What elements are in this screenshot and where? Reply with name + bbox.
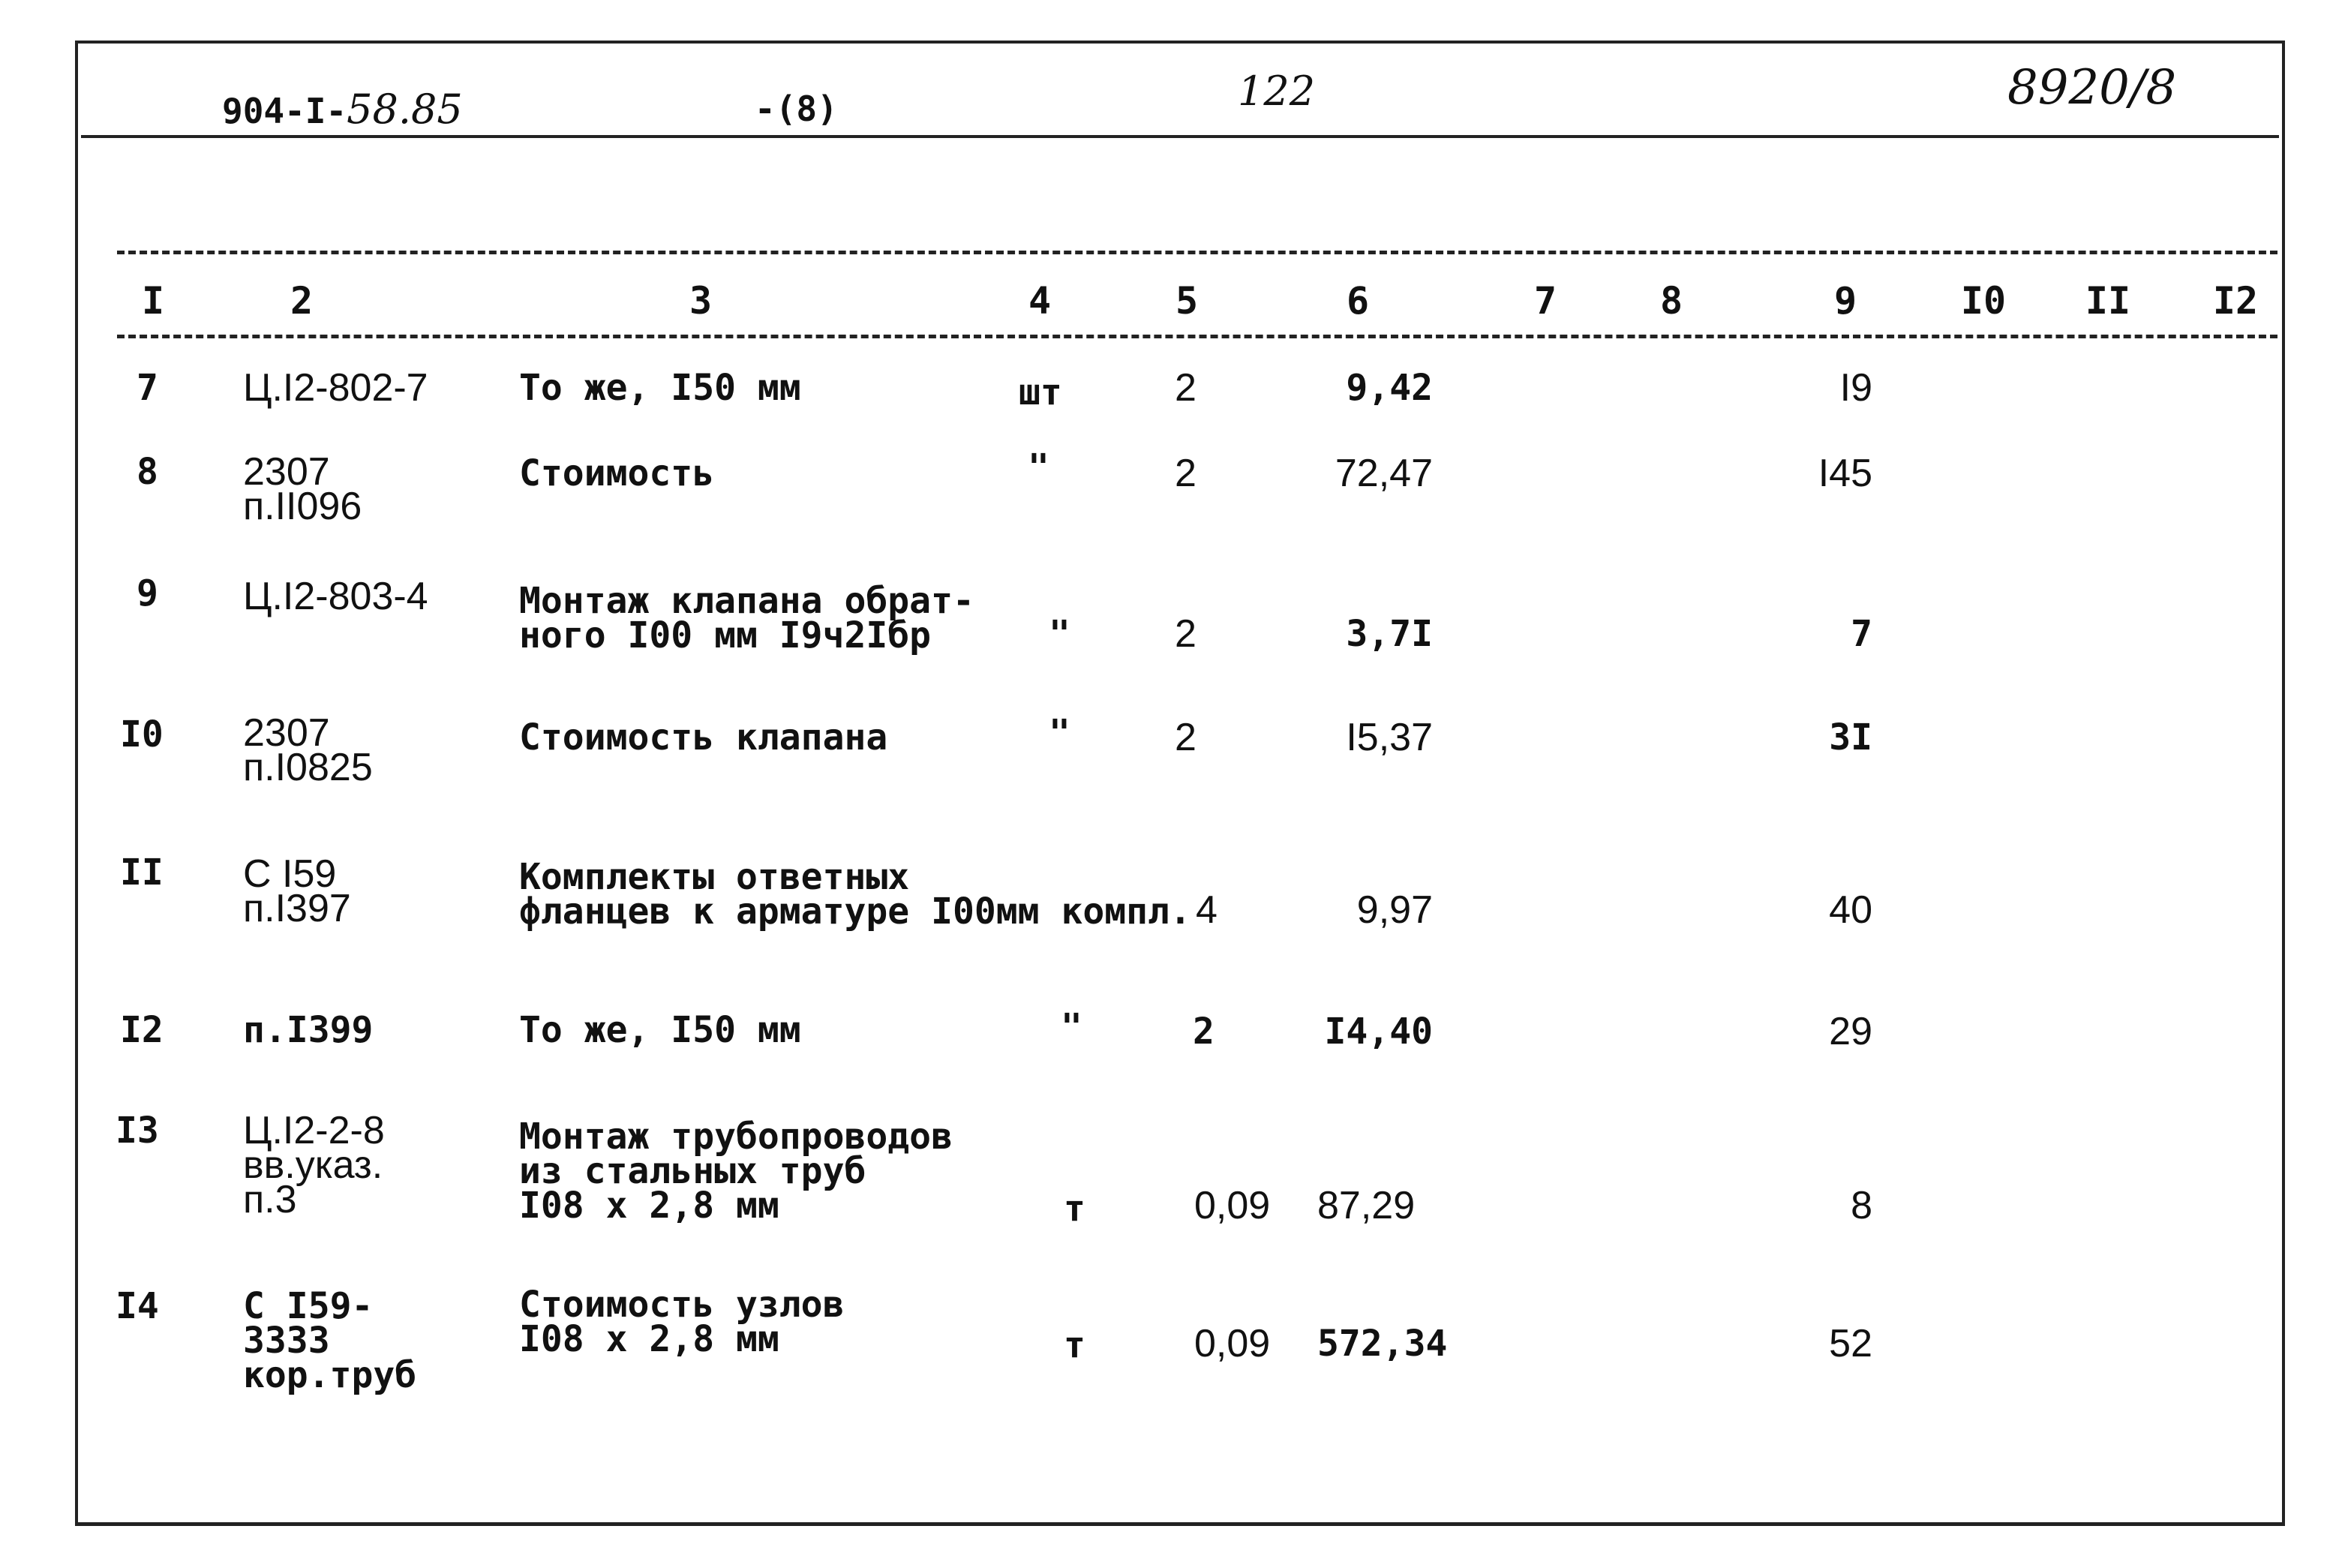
unit-price-cell: 9,42 <box>1346 367 1433 409</box>
unit-cell: " <box>1028 446 1049 488</box>
description-cell: Стоимость клапана <box>519 716 888 758</box>
quantity-cell: 0,09 <box>1194 1322 1271 1365</box>
unit-cell: " <box>1061 1006 1082 1048</box>
row-number: I2 <box>120 1009 164 1051</box>
quantity-cell: 2 <box>1175 452 1197 495</box>
column-header: I0 <box>1960 279 2007 323</box>
total-cell: 40 <box>1829 888 1872 932</box>
header-rule <box>81 135 2279 138</box>
code-cell: Ц.I2-2-8 вв.указ. п.3 <box>243 1109 385 1221</box>
unit-cell: шт <box>1019 371 1062 413</box>
sheet-number: 8920/8 <box>2007 60 2177 116</box>
column-header: I <box>141 279 165 323</box>
column-header: 2 <box>290 279 314 323</box>
doc-code-handwritten: 58.85 <box>347 86 463 133</box>
code-cell: С I59 п.I397 <box>243 852 351 930</box>
row-number: II <box>120 852 164 894</box>
unit-cell: " <box>1049 613 1070 655</box>
column-header: 5 <box>1175 279 1199 323</box>
page-number: 122 <box>1238 68 1316 115</box>
column-header: 3 <box>689 279 713 323</box>
unit-price-cell: I5,37 <box>1346 716 1433 759</box>
table-header-rule <box>117 335 2277 338</box>
quantity-cell: 2 <box>1193 1011 1215 1053</box>
row-number: 8 <box>137 451 158 493</box>
column-header: 9 <box>1833 279 1857 323</box>
description-cell: Монтаж клапана обрат- ного I00 мм I9ч2Iбр <box>519 580 974 656</box>
description-cell: Стоимость <box>519 452 715 494</box>
doc-code-printed: 904-I- <box>222 91 347 131</box>
description-cell: Стоимость узлов I08 х 2,8 мм <box>519 1284 845 1360</box>
quantity-cell: 2 <box>1175 612 1197 656</box>
code-cell: 2307 п.I0825 <box>243 711 373 789</box>
description-cell: То же, I50 мм <box>519 367 801 409</box>
section-number: -(8) <box>755 89 838 129</box>
column-header: II <box>2085 279 2131 323</box>
column-header: I2 <box>2212 279 2259 323</box>
total-cell: 3I <box>1829 716 1872 758</box>
unit-price-cell: 9,97 <box>1356 888 1433 932</box>
quantity-cell: 2 <box>1175 716 1197 759</box>
unit-cell: т <box>1064 1188 1085 1230</box>
description-cell: То же, I50 мм <box>519 1009 801 1051</box>
column-header: 4 <box>1028 279 1052 323</box>
column-header: 7 <box>1533 279 1557 323</box>
quantity-cell: 4 <box>1196 888 1218 932</box>
doc-code <box>222 86 463 133</box>
row-number: I0 <box>120 713 164 755</box>
row-number: 9 <box>137 572 158 614</box>
table-top-rule <box>117 251 2277 254</box>
code-cell: 2307 п.II096 <box>243 450 362 528</box>
unit-price-cell: 572,34 <box>1317 1323 1448 1365</box>
unit-price-cell: I4,40 <box>1324 1011 1433 1053</box>
description-cell: Монтаж трубопроводов из стальных труб I08 х 2,8 мм <box>519 1116 953 1227</box>
total-cell: I45 <box>1818 452 1872 495</box>
code-cell: С I59- 3333 кор.труб <box>243 1285 417 1396</box>
row-number: 7 <box>137 367 158 409</box>
quantity-cell: 0,09 <box>1194 1184 1271 1227</box>
row-number: I3 <box>116 1110 159 1152</box>
column-header: 8 <box>1659 279 1683 323</box>
row-number: I4 <box>116 1285 159 1327</box>
quantity-cell: 2 <box>1175 366 1197 410</box>
description-cell: Комплекты ответных фланцев к арматуре I00мм компл. <box>519 856 1191 933</box>
code-cell: Ц.I2-802-7 <box>243 366 428 410</box>
unit-price-cell: 87,29 <box>1317 1184 1416 1227</box>
code-cell: Ц.I2-803-4 <box>243 575 428 618</box>
column-header: 6 <box>1346 279 1370 323</box>
unit-price-cell: 72,47 <box>1335 452 1433 495</box>
unit-price-cell: 3,7I <box>1346 613 1433 655</box>
total-cell: 8 <box>1851 1184 1872 1227</box>
code-cell: п.I399 <box>243 1009 374 1051</box>
total-cell: 52 <box>1829 1322 1872 1365</box>
total-cell: 7 <box>1851 613 1872 655</box>
total-cell: 29 <box>1829 1010 1872 1053</box>
unit-cell: " <box>1049 712 1070 754</box>
total-cell: I9 <box>1839 366 1872 410</box>
unit-cell: т <box>1064 1324 1085 1366</box>
